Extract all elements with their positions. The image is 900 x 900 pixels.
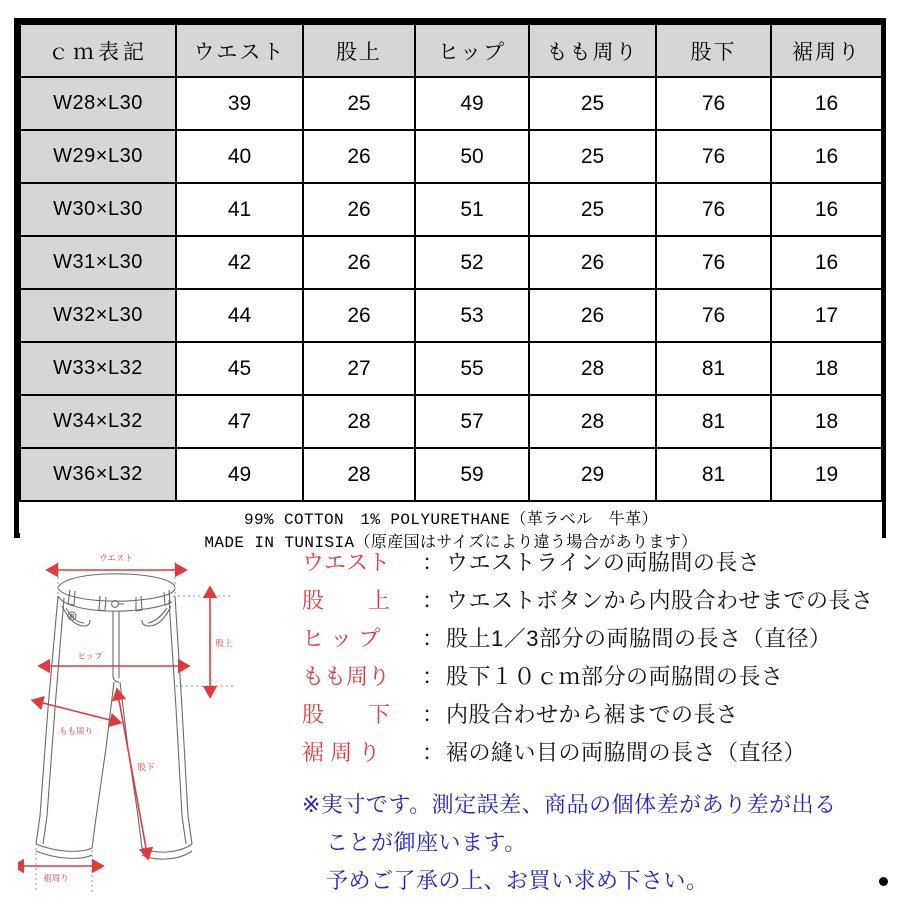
legend-term-thigh: もも周り bbox=[302, 664, 391, 689]
column-header-size: ｃｍ表記 bbox=[20, 24, 176, 77]
row-header-size: W33×L32 bbox=[20, 342, 176, 395]
table-body bbox=[20, 77, 882, 564]
cell-thigh: 28 bbox=[529, 342, 656, 395]
legend-item-hip bbox=[302, 622, 894, 660]
row-header-size: W28×L30 bbox=[20, 77, 176, 130]
cell-waist: 49 bbox=[176, 448, 303, 501]
legend-term-hip: ヒ ッ プ bbox=[302, 626, 381, 651]
size-chart-table-frame bbox=[14, 18, 886, 552]
table-row bbox=[20, 395, 882, 448]
note-line-2: ことが御座います。 bbox=[326, 830, 527, 855]
measurement-legend bbox=[302, 546, 894, 774]
hem-label: 裾周り bbox=[43, 873, 69, 883]
legend-colon: ： bbox=[422, 626, 445, 651]
legend-desc-waist: ウエストラインの両脇間の長さ bbox=[446, 550, 761, 575]
cell-thigh: 25 bbox=[529, 183, 656, 236]
column-header-waist: ウエスト bbox=[176, 24, 303, 77]
column-header-hip: ヒップ bbox=[415, 24, 529, 77]
cell-inseam: 81 bbox=[656, 448, 771, 501]
cell-waist: 45 bbox=[176, 342, 303, 395]
legend-term-inseam: 股 下 bbox=[302, 702, 391, 727]
disclaimer-notes bbox=[302, 786, 894, 900]
note-line-3: 予めご了承の上、お買い求め下さい。 bbox=[326, 868, 709, 893]
row-header-size: W29×L30 bbox=[20, 130, 176, 183]
legend-desc-hem: 裾の縫い目の両脇間の長さ（直径） bbox=[446, 740, 807, 765]
table-row bbox=[20, 289, 882, 342]
cell-inseam: 76 bbox=[656, 77, 771, 130]
cell-inseam: 76 bbox=[656, 236, 771, 289]
column-header-thigh: もも周り bbox=[529, 24, 656, 77]
row-header-size: W30×L30 bbox=[20, 183, 176, 236]
size-chart-table bbox=[19, 23, 883, 564]
cell-hip: 50 bbox=[415, 130, 529, 183]
table-header-row bbox=[20, 24, 882, 77]
table-header bbox=[20, 24, 882, 77]
legend-colon: ： bbox=[422, 550, 445, 575]
corner-dot-marker bbox=[879, 877, 888, 886]
cell-hem: 16 bbox=[771, 77, 882, 130]
row-header-size: W36×L32 bbox=[20, 448, 176, 501]
inseam-label: 股下 bbox=[137, 762, 155, 772]
origin-line: MADE IN TUNISIA（原産国はサイズにより違う場合があります） bbox=[204, 534, 698, 552]
legend-desc-inseam: 内股合わせから裾までの長さ bbox=[446, 702, 739, 727]
cell-hem: 19 bbox=[771, 448, 882, 501]
column-header-rise: 股上 bbox=[303, 24, 415, 77]
row-header-size: W31×L30 bbox=[20, 236, 176, 289]
cell-thigh: 26 bbox=[529, 289, 656, 342]
inseam-arrow bbox=[119, 700, 146, 848]
material-line: 99% COTTON 1% POLYURETHANE（革ラベル 牛革） bbox=[243, 511, 659, 529]
cell-waist: 39 bbox=[176, 77, 303, 130]
cell-hem: 18 bbox=[771, 342, 882, 395]
cell-thigh: 25 bbox=[529, 77, 656, 130]
legend-colon: ： bbox=[422, 588, 445, 613]
cell-thigh: 28 bbox=[529, 395, 656, 448]
measurement-annotations bbox=[24, 553, 233, 893]
table-row bbox=[20, 236, 882, 289]
cell-rise: 26 bbox=[303, 130, 415, 183]
legend-item-rise bbox=[302, 584, 894, 622]
thigh-label: もも周り bbox=[58, 726, 94, 736]
table-row bbox=[20, 448, 882, 501]
cell-hip: 53 bbox=[415, 289, 529, 342]
row-header-size: W32×L30 bbox=[20, 289, 176, 342]
legend-term-hem: 裾 周 り bbox=[302, 740, 381, 765]
column-header-hem: 裾周り bbox=[771, 24, 882, 77]
cell-thigh: 29 bbox=[529, 448, 656, 501]
row-header-size: W34×L32 bbox=[20, 395, 176, 448]
cell-rise: 28 bbox=[303, 448, 415, 501]
legend-colon: ： bbox=[422, 702, 445, 727]
cell-hip: 55 bbox=[415, 342, 529, 395]
thigh-arrow bbox=[43, 703, 110, 720]
legend-item-waist bbox=[302, 546, 894, 584]
legend-desc-hip: 股上1／3部分の両脇間の長さ（直径） bbox=[446, 626, 832, 651]
cell-hem: 18 bbox=[771, 395, 882, 448]
legend-item-thigh bbox=[302, 660, 894, 698]
cell-hip: 49 bbox=[415, 77, 529, 130]
cell-rise: 25 bbox=[303, 77, 415, 130]
jeans-measurement-diagram bbox=[18, 548, 290, 898]
table-row bbox=[20, 77, 882, 130]
cell-waist: 40 bbox=[176, 130, 303, 183]
cell-rise: 26 bbox=[303, 236, 415, 289]
cell-waist: 42 bbox=[176, 236, 303, 289]
legend-desc-thigh: 股下１０ｃｍ部分の両脇間の長さ bbox=[446, 664, 784, 689]
legend-term-rise: 股 上 bbox=[302, 588, 391, 613]
cell-waist: 47 bbox=[176, 395, 303, 448]
table-row bbox=[20, 342, 882, 395]
table-row bbox=[20, 183, 882, 236]
rise-label: 股上 bbox=[215, 638, 233, 648]
cell-hip: 52 bbox=[415, 236, 529, 289]
jeans-outline bbox=[36, 574, 192, 859]
waist-label: ウエスト bbox=[98, 553, 134, 563]
cell-hip: 59 bbox=[415, 448, 529, 501]
legend-term-waist: ウエスト bbox=[302, 550, 391, 575]
legend-item-hem bbox=[302, 736, 894, 774]
cell-rise: 26 bbox=[303, 289, 415, 342]
cell-hem: 16 bbox=[771, 236, 882, 289]
hip-label: ヒップ bbox=[77, 651, 103, 661]
legend-colon: ： bbox=[422, 664, 445, 689]
legend-item-inseam bbox=[302, 698, 894, 736]
legend-colon: ： bbox=[422, 740, 445, 765]
cell-inseam: 76 bbox=[656, 130, 771, 183]
cell-hem: 16 bbox=[771, 183, 882, 236]
cell-hip: 57 bbox=[415, 395, 529, 448]
cell-inseam: 81 bbox=[656, 395, 771, 448]
cell-rise: 27 bbox=[303, 342, 415, 395]
cell-waist: 44 bbox=[176, 289, 303, 342]
column-header-inseam: 股下 bbox=[656, 24, 771, 77]
cell-waist: 41 bbox=[176, 183, 303, 236]
cell-rise: 28 bbox=[303, 395, 415, 448]
cell-inseam: 76 bbox=[656, 183, 771, 236]
cell-hem: 17 bbox=[771, 289, 882, 342]
cell-thigh: 26 bbox=[529, 236, 656, 289]
cell-inseam: 76 bbox=[656, 289, 771, 342]
cell-rise: 26 bbox=[303, 183, 415, 236]
jeans-diagram-svg bbox=[18, 548, 290, 898]
note-line-1: ※実寸です。測定誤差、商品の個体差があり差が出る bbox=[302, 792, 837, 817]
cell-hem: 16 bbox=[771, 130, 882, 183]
cell-hip: 51 bbox=[415, 183, 529, 236]
cell-thigh: 25 bbox=[529, 130, 656, 183]
cell-inseam: 81 bbox=[656, 342, 771, 395]
legend-desc-rise: ウエストボタンから内股合わせまでの長さ bbox=[446, 588, 874, 613]
table-row bbox=[20, 130, 882, 183]
